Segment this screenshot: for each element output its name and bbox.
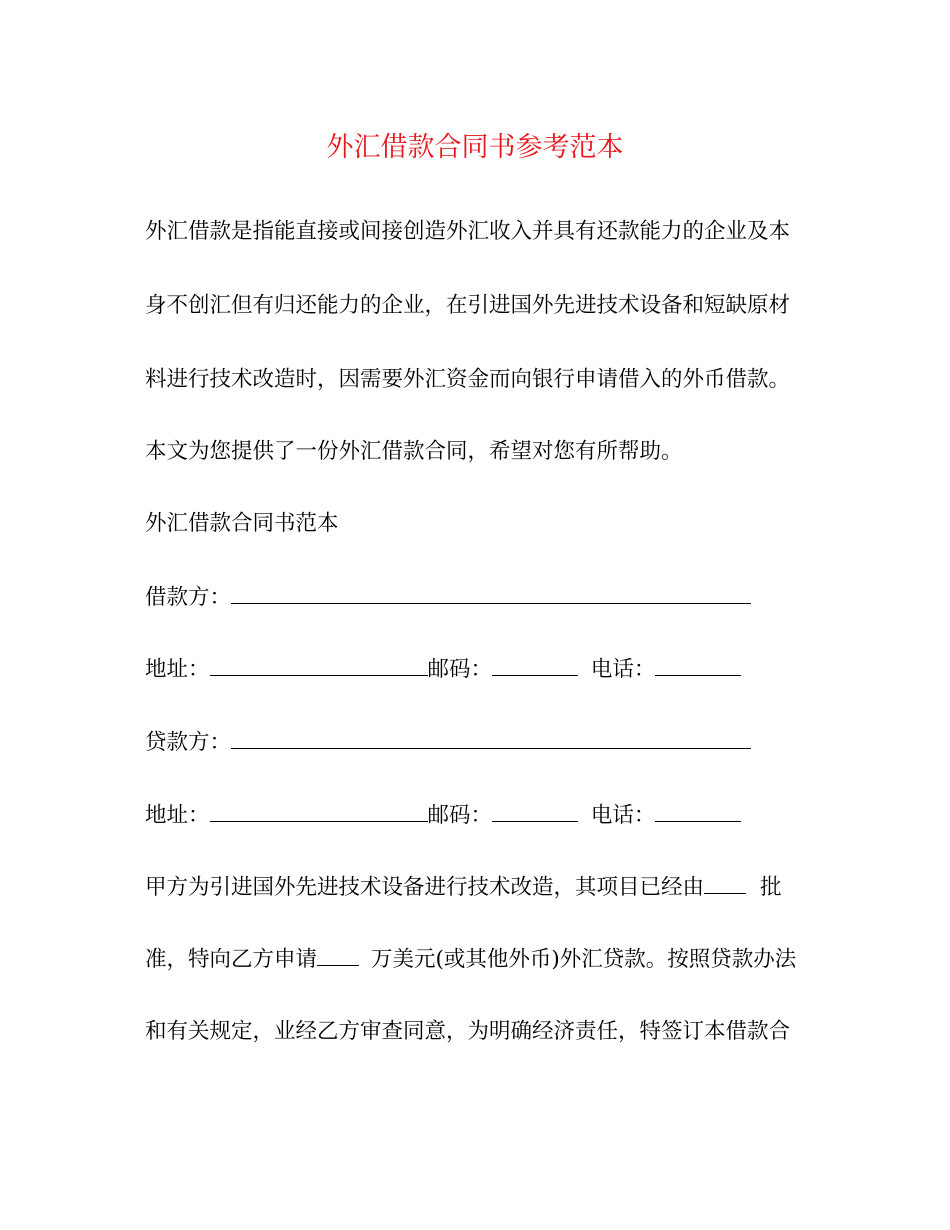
intro-line-1: 外汇借款是指能直接或间接创造外汇收入并具有还款能力的企业及本 [145,219,791,244]
document-title: 外汇借款合同书参考范本 [326,132,624,163]
body-line-1-a: 甲方为引进国外先进技术设备进行技术改造，其项目已经由 [145,875,705,900]
lender-phone-blank [655,801,741,822]
body-line-3: 和有关规定，业经乙方审查同意，为明确经济责任，特签订本借款合 [145,1019,791,1044]
intro-line-4: 本文为您提供了一份外汇借款合同，希望对您有所帮助。 [145,439,683,464]
lender-postcode-label: 邮码： [427,803,493,828]
borrower-address-row [145,655,741,685]
borrower-address-label: 地址： [145,657,210,682]
borrower-postcode-label: 邮码： [427,657,493,682]
lender-address-row [145,801,741,831]
lender-phone-label: 电话： [590,803,656,828]
borrower-row [145,583,751,613]
borrower-address-blank [210,655,428,676]
amount-blank [317,945,359,966]
approver-blank [704,873,746,894]
borrower-blank [231,583,751,604]
lender-row [145,728,751,758]
lender-postcode-blank [492,801,578,822]
lender-blank [231,728,751,749]
body-line-1-b: 批 [760,875,782,900]
borrower-postcode-blank [492,655,578,676]
contract-subtitle: 外汇借款合同书范本 [145,511,339,536]
intro-line-3: 料进行技术改造时，因需要外汇资金而向银行申请借入的外币借款。 [145,367,791,392]
body-line-1 [145,873,782,903]
body-line-2-b: 万美元(或其他外币)外汇贷款。按照贷款办法 [371,947,797,972]
lender-label: 贷款方： [145,730,232,755]
borrower-label: 借款方： [145,585,232,610]
borrower-phone-label: 电话： [590,657,656,682]
body-line-2-a: 准，特向乙方申请 [145,947,318,972]
lender-address-blank [210,801,428,822]
intro-line-2: 身不创汇但有归还能力的企业，在引进国外先进技术设备和短缺原材 [145,293,791,318]
borrower-phone-blank [655,655,741,676]
lender-address-label: 地址： [145,803,210,828]
body-line-2 [145,945,796,975]
